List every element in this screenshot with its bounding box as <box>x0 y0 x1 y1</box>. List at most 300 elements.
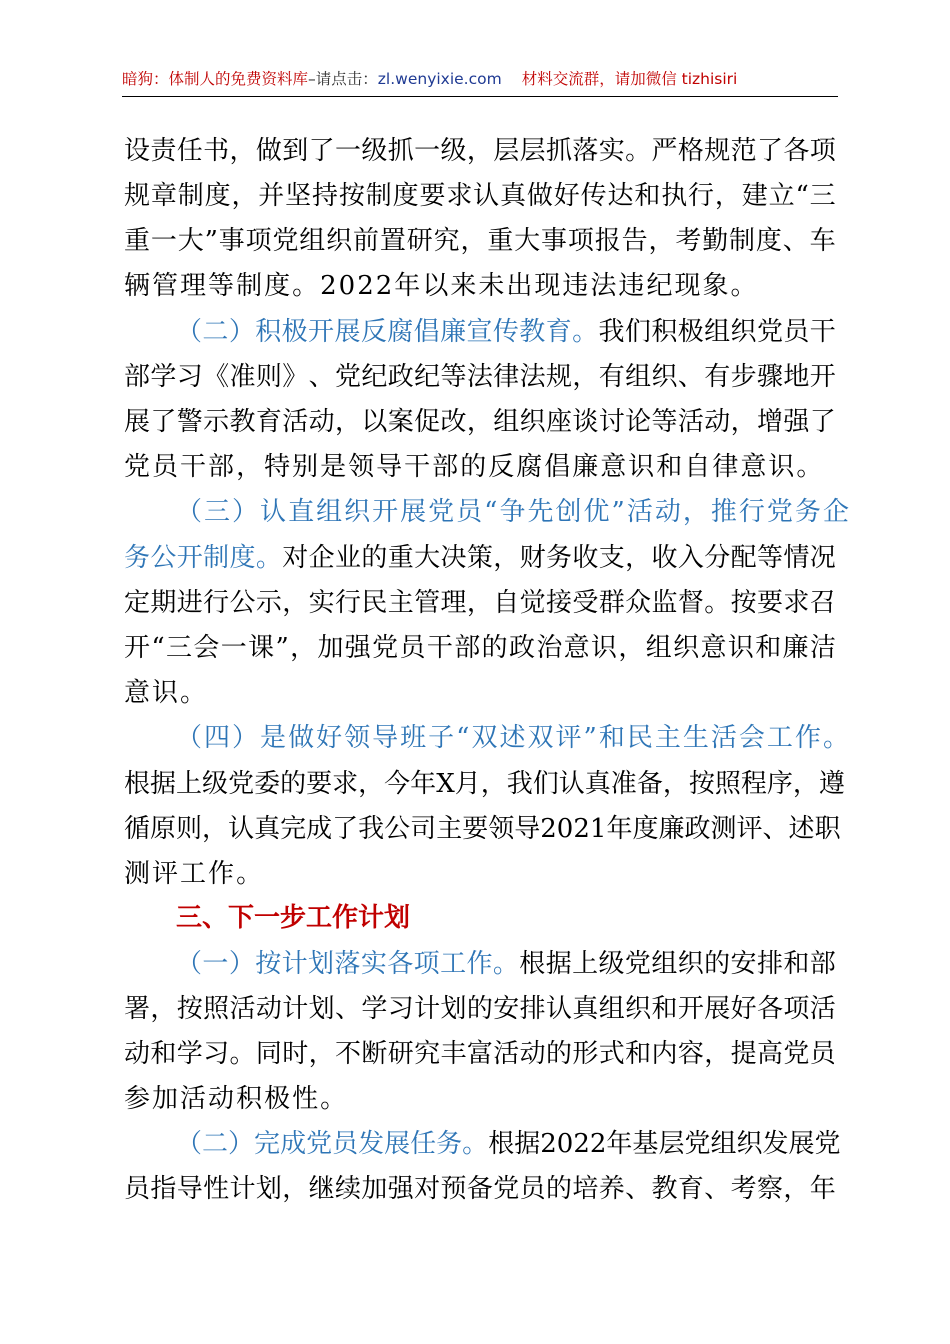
body-char: 规 <box>704 136 731 166</box>
body-char: 骤 <box>757 362 784 392</box>
body-char: 2 <box>573 814 590 844</box>
body-char: 意 <box>740 452 769 482</box>
body-char: 违 <box>618 271 647 301</box>
body-char: 根 <box>124 769 151 799</box>
body-char: 活 <box>180 1084 209 1114</box>
body-char: 员 <box>809 1039 836 1069</box>
body-line <box>124 131 836 171</box>
body-char: 。 <box>180 678 209 708</box>
body-char: 要 <box>419 181 446 211</box>
body-char: 廉 <box>782 633 809 663</box>
body-char: 配 <box>730 543 757 573</box>
body-char: 0 <box>556 1129 574 1159</box>
body-char: 上 <box>572 949 599 979</box>
body-char: 2 <box>375 271 395 301</box>
body-char: ， <box>648 226 675 256</box>
body-char: 廉 <box>572 452 601 482</box>
body-char: 部 <box>208 452 237 482</box>
header-contact: 材料交流群，请加微信 tizhisiri <box>521 70 738 88</box>
body-char: 抓 <box>387 136 414 166</box>
body-char: 识 <box>152 678 181 708</box>
body-char: 遵 <box>818 769 845 799</box>
body-char: 党 <box>124 452 153 482</box>
body-char: 纪 <box>361 362 388 392</box>
subheading-char: 教 <box>519 317 546 347</box>
body-char: 促 <box>414 407 441 437</box>
body-char: 培 <box>572 1174 599 1204</box>
body-line <box>124 221 836 261</box>
body-char: 意 <box>124 678 153 708</box>
subheading-char: 和 <box>598 723 627 753</box>
body-char: 0 <box>556 814 574 844</box>
body-char: ， <box>335 407 362 437</box>
body-char: 干 <box>809 317 836 347</box>
subheading-char: 员 <box>332 1129 359 1159</box>
subheading-char: （ <box>176 317 203 347</box>
body-char: ， <box>493 543 520 573</box>
body-char: 倡 <box>544 452 573 482</box>
body-char: 和 <box>783 949 810 979</box>
body-char: 警 <box>176 407 203 437</box>
subheading-char: 一 <box>202 949 229 979</box>
body-char: 法 <box>590 271 619 301</box>
body-char: 动 <box>255 994 282 1024</box>
header-url-link[interactable]: zl.wenyixie.com <box>377 70 502 88</box>
body-char: 育 <box>677 1174 704 1204</box>
body-char: 坚 <box>285 181 312 211</box>
body-char: 政 <box>684 814 711 844</box>
body-char: 等 <box>208 271 237 301</box>
body-char: 时 <box>282 1039 309 1069</box>
body-char: 我 <box>358 814 385 844</box>
body-char: 项 <box>245 226 272 256</box>
subheading-char: 廉 <box>440 317 467 347</box>
body-char: 级 <box>202 769 229 799</box>
subheading-char: ） <box>232 497 261 527</box>
body-char: 了 <box>332 814 359 844</box>
body-char: 了 <box>150 407 177 437</box>
body-char: 干 <box>180 452 209 482</box>
body-char: 党 <box>783 1039 810 1069</box>
body-char: ， <box>792 769 819 799</box>
body-char: 章 <box>150 181 177 211</box>
body-char: 根 <box>488 1129 515 1159</box>
body-char: 断 <box>361 1039 388 1069</box>
body-char: 署 <box>124 994 151 1024</box>
body-char: 强 <box>783 407 810 437</box>
body-char: 开 <box>124 633 151 663</box>
body-char: ， <box>466 407 493 437</box>
body-char: 。 <box>229 1039 256 1069</box>
body-char: 部 <box>809 949 836 979</box>
subheading-char: 发 <box>358 1129 385 1159</box>
subheading-char: 反 <box>360 317 387 347</box>
body-char: 员 <box>783 317 810 347</box>
body-char: 月 <box>454 769 481 799</box>
body-char: 真 <box>500 181 527 211</box>
subheading-char: 度 <box>229 543 256 573</box>
body-char: ， <box>662 769 689 799</box>
body-char: 2 <box>540 814 557 844</box>
body-char: 项 <box>567 226 594 256</box>
subheading-char: 开 <box>308 317 335 347</box>
body-char: 对 <box>414 1174 441 1204</box>
body-char: 大 <box>177 226 204 256</box>
body-char: 织 <box>519 407 546 437</box>
body-char: 按 <box>730 588 757 618</box>
body-char: 委 <box>254 769 281 799</box>
body-char: 开 <box>809 362 836 392</box>
body-char: 反 <box>488 452 517 482</box>
body-char: ， <box>358 769 385 799</box>
body-char: 真 <box>572 994 599 1024</box>
body-char: 廉 <box>658 814 685 844</box>
body-char: 出 <box>506 271 535 301</box>
body-char: 意 <box>600 452 629 482</box>
body-char: 识 <box>768 452 797 482</box>
subheading-char: 计 <box>281 949 308 979</box>
subheading-char: 导 <box>372 723 401 753</box>
header-click-prefix: –请点击： <box>308 70 378 88</box>
body-char: 制 <box>365 181 392 211</box>
body-char: 党 <box>493 1174 520 1204</box>
body-char: ， <box>466 136 493 166</box>
body-char: 政 <box>508 633 535 663</box>
body-char: 前 <box>353 226 380 256</box>
body-char: 的 <box>546 1174 573 1204</box>
body-char: 按 <box>338 181 365 211</box>
body-char: 识 <box>727 633 754 663</box>
body-char: 述 <box>788 814 815 844</box>
body-char: 以 <box>361 407 388 437</box>
body-char: 基 <box>632 1129 659 1159</box>
body-char: 织 <box>625 994 652 1024</box>
body-char: 认 <box>473 181 500 211</box>
body-char: 特 <box>264 452 293 482</box>
body-char: 动 <box>208 1084 237 1114</box>
body-char: 政 <box>387 362 414 392</box>
body-char: 觉 <box>519 588 546 618</box>
body-char: 测 <box>124 859 153 889</box>
body-char: 学 <box>361 994 388 1024</box>
body-char: 持 <box>312 181 339 211</box>
body-line <box>124 854 836 894</box>
subheading-char: ） <box>228 949 255 979</box>
body-char: 公 <box>384 814 411 844</box>
body-char: ， <box>714 181 741 211</box>
body-char: 内 <box>651 1039 678 1069</box>
body-char: ， <box>704 1039 731 1069</box>
body-char: 们 <box>624 317 651 347</box>
body-line <box>124 1034 836 1074</box>
body-char: ， <box>783 1174 810 1204</box>
body-char: 好 <box>553 181 580 211</box>
body-char: ， <box>730 407 757 437</box>
body-line <box>124 989 836 1029</box>
subheading-char: （ <box>176 723 205 753</box>
body-char: 积 <box>236 1084 265 1114</box>
body-char: 业 <box>335 543 362 573</box>
subheading-char: 子 <box>428 723 457 753</box>
body-char: 是 <box>320 452 349 482</box>
body-char: 做 <box>526 181 553 211</box>
body-char: 活 <box>809 994 836 1024</box>
body-char: 书 <box>203 136 230 166</box>
subheading-char: 争 <box>499 497 528 527</box>
body-char: 增 <box>757 407 784 437</box>
body-char: 》 <box>282 362 309 392</box>
body-char: 真 <box>584 769 611 799</box>
subheading-char: 组 <box>316 497 345 527</box>
body-char: 要 <box>306 769 333 799</box>
body-char: 一 <box>150 226 177 256</box>
body-char: 计 <box>414 994 441 1024</box>
body-char: 安 <box>493 994 520 1024</box>
body-char: 干 <box>404 452 433 482</box>
body-line <box>176 898 836 938</box>
body-line <box>176 1124 841 1164</box>
body-char: ” <box>204 226 218 256</box>
body-char: 行 <box>203 588 230 618</box>
body-char: 度 <box>204 181 231 211</box>
body-char: 提 <box>730 1039 757 1069</box>
body-char: 。 <box>704 588 731 618</box>
body-char: 现 <box>674 271 703 301</box>
body-char: 格 <box>677 136 704 166</box>
body-char: 收 <box>572 543 599 573</box>
body-char: 员 <box>399 633 426 663</box>
subheading-char: 宣 <box>466 317 493 347</box>
body-char: 步 <box>730 362 757 392</box>
body-char: 排 <box>519 994 546 1024</box>
subheading-char: 倡 <box>413 317 440 347</box>
subheading-char: 党 <box>766 497 795 527</box>
body-char: 则 <box>176 814 203 844</box>
body-char: 动 <box>519 1039 546 1069</box>
body-char: 干 <box>426 633 453 663</box>
body-char: 1 <box>589 814 607 844</box>
body-char: 告 <box>621 226 648 256</box>
body-char: 谈 <box>572 407 599 437</box>
body-char: 加 <box>152 1084 181 1114</box>
body-char: 、 <box>308 362 335 392</box>
body-char: 接 <box>546 588 573 618</box>
body-char: 度 <box>392 181 419 211</box>
subheading-char: 制 <box>203 543 230 573</box>
subheading-char: ） <box>232 723 261 753</box>
body-char: 管 <box>152 271 181 301</box>
body-char: 织 <box>651 362 678 392</box>
body-char: 、 <box>704 1174 731 1204</box>
body-char: 严 <box>651 136 678 166</box>
body-char: 我 <box>506 769 533 799</box>
body-char: 、 <box>782 226 809 256</box>
body-char: 教 <box>651 1174 678 1204</box>
subheading-char: 项 <box>413 949 440 979</box>
body-char: 以 <box>422 271 451 301</box>
body-char: 发 <box>762 1129 789 1159</box>
subheading-char: ） <box>228 317 255 347</box>
subheading-char: 认 <box>260 497 289 527</box>
body-char: 建 <box>741 181 768 211</box>
body-line <box>176 718 851 758</box>
body-char: 监 <box>651 588 678 618</box>
body-line <box>124 357 836 397</box>
subheading-char: 腐 <box>387 317 414 347</box>
subheading-char: 。 <box>572 317 599 347</box>
body-char: 织 <box>673 633 700 663</box>
body-char: 们 <box>532 769 559 799</box>
body-char: 我 <box>598 317 625 347</box>
body-char: 支 <box>598 543 625 573</box>
subheading-char: （ <box>176 497 205 527</box>
body-char: 职 <box>814 814 841 844</box>
body-char: 丰 <box>440 1039 467 1069</box>
body-char: 、 <box>625 1174 652 1204</box>
body-char: 受 <box>572 588 599 618</box>
body-char: 织 <box>677 949 704 979</box>
body-char: 司 <box>410 814 437 844</box>
subheading-char: 。 <box>255 543 282 573</box>
subheading-char: 。 <box>822 723 851 753</box>
subheading-char: 二 <box>202 317 229 347</box>
body-char: 案 <box>387 407 414 437</box>
body-char: 容 <box>677 1039 704 1069</box>
body-char: 察 <box>757 1174 784 1204</box>
subheading-char: （ <box>176 949 203 979</box>
body-char: 根 <box>519 949 546 979</box>
body-char: 重 <box>124 226 151 256</box>
body-char: 领 <box>488 814 515 844</box>
body-char: 地 <box>783 362 810 392</box>
body-char: 评 <box>736 814 763 844</box>
subheading-char: 。 <box>492 949 519 979</box>
body-char: 据 <box>545 949 572 979</box>
body-char: 则 <box>255 362 282 392</box>
body-char: 党 <box>756 317 783 347</box>
body-char: ， <box>625 543 652 573</box>
body-char: 性 <box>203 1174 230 1204</box>
subheading-char: 创 <box>555 497 584 527</box>
body-char: 年 <box>394 271 423 301</box>
body-char: 实 <box>598 136 625 166</box>
body-char: 制 <box>177 181 204 211</box>
body-char: ” <box>275 633 289 663</box>
body-char: 法 <box>466 362 493 392</box>
body-char: 2 <box>320 271 339 301</box>
body-char: 的 <box>481 633 508 663</box>
body-char: 自 <box>493 588 520 618</box>
body-char: 治 <box>536 633 563 663</box>
subheading-char: 做 <box>288 723 317 753</box>
body-char: 按 <box>688 769 715 799</box>
body-char: 务 <box>546 543 573 573</box>
body-char: ， <box>282 588 309 618</box>
body-char: 纪 <box>646 271 675 301</box>
subheading-char: 述 <box>499 723 528 753</box>
body-char: 划 <box>440 994 467 1024</box>
subheading-char: 评 <box>555 723 584 753</box>
body-char: 意 <box>700 633 727 663</box>
body-char: 一 <box>220 633 247 663</box>
body-char: 展 <box>788 1129 815 1159</box>
body-char: 计 <box>282 994 309 1024</box>
body-char: “ <box>151 633 165 663</box>
body-char: 习 <box>387 994 414 1024</box>
body-char: 。 <box>625 136 652 166</box>
body-char: 展 <box>124 407 151 437</box>
body-char: 洁 <box>809 633 836 663</box>
body-char: ， <box>572 362 599 392</box>
body-char: 有 <box>704 362 731 392</box>
body-char: 活 <box>229 994 256 1024</box>
body-char: 展 <box>704 994 731 1024</box>
body-char: 认 <box>546 994 573 1024</box>
body-char: 众 <box>625 588 652 618</box>
subheading-char: 。 <box>462 1129 489 1159</box>
subheading-char: 动 <box>654 497 683 527</box>
body-char: 律 <box>712 452 741 482</box>
body-char: 形 <box>572 1039 599 1069</box>
body-char: ， <box>460 226 487 256</box>
body-char: 制 <box>729 226 756 256</box>
body-char: 理 <box>440 588 467 618</box>
body-char: 民 <box>361 588 388 618</box>
subheading-char: 三 <box>204 497 233 527</box>
body-char: 项 <box>783 994 810 1024</box>
subheading-char: 按 <box>255 949 282 979</box>
body-char: 和 <box>656 452 685 482</box>
body-char: 考 <box>675 226 702 256</box>
body-char: 活 <box>282 407 309 437</box>
body-char: 达 <box>607 181 634 211</box>
body-char: 辆 <box>124 271 153 301</box>
body-char: 年 <box>410 769 437 799</box>
body-char: 腐 <box>516 452 545 482</box>
body-char: 重 <box>387 543 414 573</box>
body-char: 计 <box>229 1174 256 1204</box>
body-char: 期 <box>150 588 177 618</box>
body-char: 和 <box>755 633 782 663</box>
body-char: 和 <box>150 1039 177 1069</box>
subheading-char: 班 <box>400 723 429 753</box>
body-char: 预 <box>440 1174 467 1204</box>
body-char: 0 <box>338 271 358 301</box>
body-char: 。 <box>292 271 321 301</box>
body-char: 安 <box>730 949 757 979</box>
subheading-char: ， <box>682 497 711 527</box>
body-char: 养 <box>598 1174 625 1204</box>
body-char: 的 <box>280 769 307 799</box>
body-char: 了 <box>809 407 836 437</box>
body-char: 织 <box>730 317 757 347</box>
body-char: 育 <box>255 407 282 437</box>
body-char: 层 <box>658 1129 685 1159</box>
subheading-char: 开 <box>176 543 203 573</box>
subheading-char: 极 <box>281 317 308 347</box>
body-char: 实 <box>308 588 335 618</box>
body-char: 的 <box>361 543 388 573</box>
body-char: 自 <box>684 452 713 482</box>
body-char: 认 <box>228 814 255 844</box>
body-char: 执 <box>661 181 688 211</box>
body-char: 作 <box>208 859 237 889</box>
body-char: 划 <box>255 1174 282 1204</box>
body-char: 的 <box>546 1039 573 1069</box>
body-char: 三 <box>166 633 193 663</box>
body-line <box>124 673 836 713</box>
body-char: 和 <box>651 994 678 1024</box>
